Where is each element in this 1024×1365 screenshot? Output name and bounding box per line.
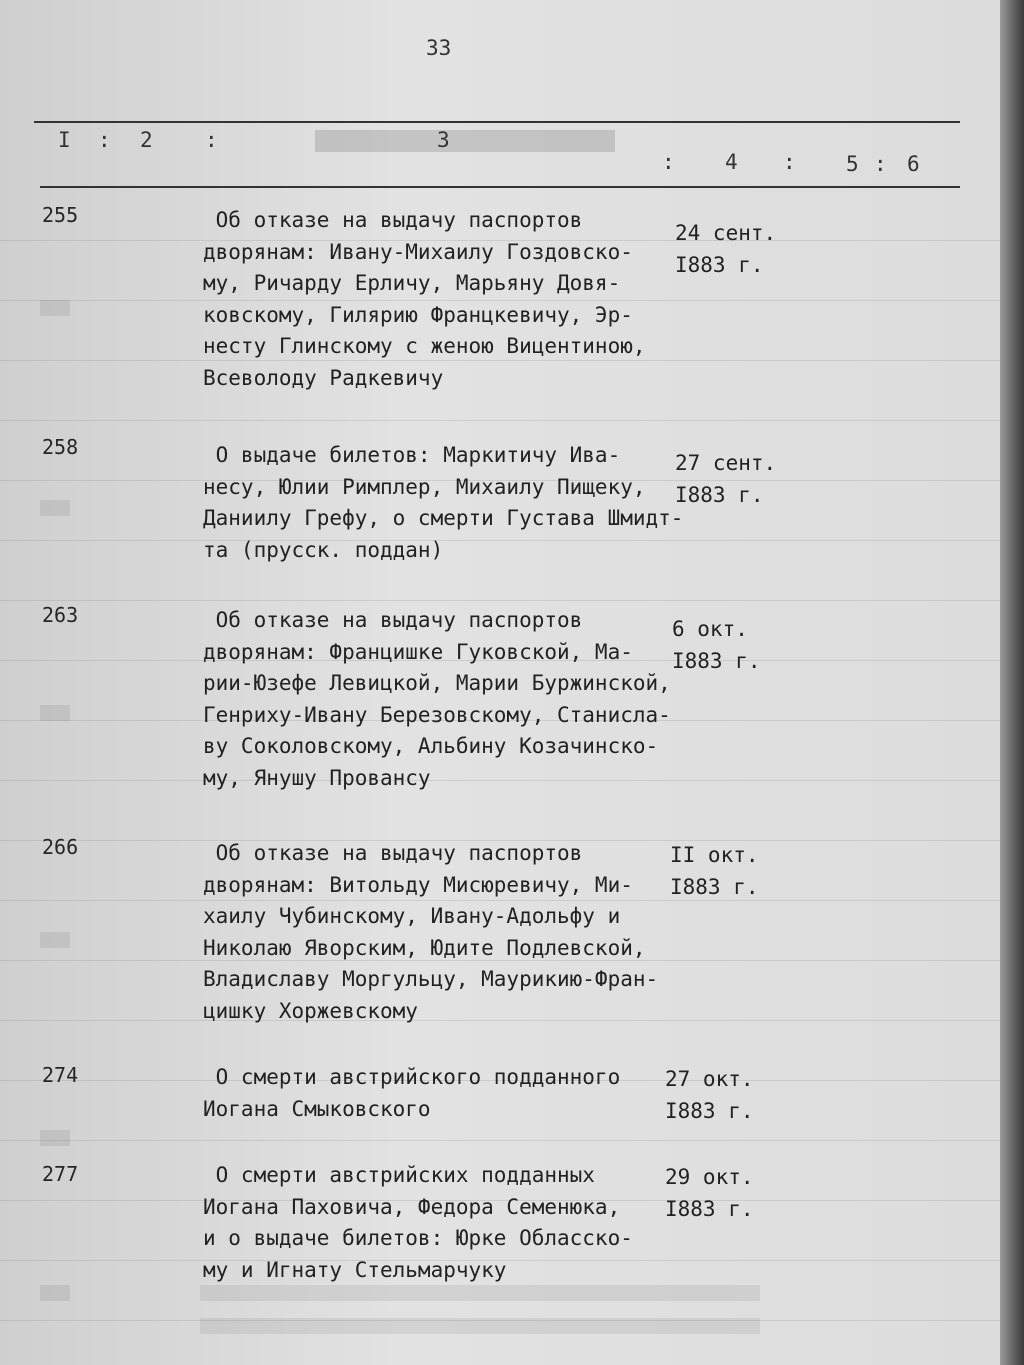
column-separator: : (874, 152, 887, 176)
entry-number: 263 (42, 603, 79, 627)
entry-date: II окт. I883 г. (670, 843, 759, 899)
column-separator: : (98, 128, 111, 152)
entry-number: 277 (42, 1162, 79, 1186)
entry-text: Об отказе на выдачу паспортов дворянам: Францишке Гуковской, Ма- рии-Юзефе Левицкой, Марии Буржинской, Генриху-Ивану Березовскому, Станисла- ву Соколовскому, Альбину Козачинско- му, Янушу Провансу (203, 608, 671, 790)
entry-date: 29 окт. I883 г. (665, 1165, 754, 1221)
bleed-through-shadow (40, 300, 70, 316)
entry-text: О смерти австрийских подданных Иогана Паховича, Федора Семенюка, и о выдаче билетов: Юрке Обласско- му и Игнату Стельмарчуку (203, 1163, 633, 1282)
entry-number: 258 (42, 435, 79, 459)
entry-date: 6 окт. I883 г. (672, 617, 761, 673)
column-number: 5 (846, 152, 859, 176)
bleed-through-shadow (200, 1285, 760, 1301)
column-number: 4 (725, 150, 738, 174)
bleed-through-shadow (315, 130, 615, 152)
entry-text: О выдаче билетов: Маркитичу Ива- несу, Юлии Римплер, Михаилу Пищеку, Даниилу Грефу, о смерти Густава Шмидт- та (прусск. поддан) (203, 443, 684, 562)
entry-date: 27 окт. I883 г. (665, 1067, 754, 1123)
entry-text: О смерти австрийского подданного Иогана Смыковского (203, 1065, 621, 1121)
header-rule-bottom (40, 186, 960, 188)
column-number: 2 (140, 128, 153, 152)
column-separator: : (783, 150, 796, 174)
column-number: I (58, 128, 71, 152)
bleed-through-shadow (40, 1130, 70, 1146)
entry-text: Об отказе на выдачу паспортов дворянам: Ивану-Михаилу Гоздовско- му, Ричарду Ерличу, Марьяну Довя- ковскому, Гилярию Францкевичу, Эр- несту Глинскому с женою Вицентиною, Всеволоду Радкевичу (203, 208, 646, 390)
entry-text: Об отказе на выдачу паспортов дворянам: Витольду Мисюревичу, Ми- хаилу Чубинскому, Ивану-Адольфу и Николаю Яворским, Юдите Подлевской, Владиславу Моргульцу, Маурикию-Фран- цишку Хоржевскому (203, 841, 659, 1023)
page-edge-shadow (1000, 0, 1024, 1365)
bleed-through-shadow (40, 1285, 70, 1301)
column-number: 3 (437, 128, 450, 152)
bleed-through-shadow (40, 705, 70, 721)
column-number: 6 (907, 152, 920, 176)
page-number: 33 (426, 36, 452, 60)
bleed-through-shadow (40, 932, 70, 948)
header-rule-top (34, 121, 960, 123)
entry-number: 274 (42, 1063, 79, 1087)
column-separator: : (662, 150, 675, 174)
entry-number: 266 (42, 835, 79, 859)
entry-number: 255 (42, 203, 79, 227)
bleed-through-shadow (40, 500, 70, 516)
bleed-through-shadow (200, 1318, 760, 1334)
entry-date: 27 сент. I883 г. (675, 451, 777, 507)
column-separator: : (205, 128, 218, 152)
entry-date: 24 сент. I883 г. (675, 221, 777, 277)
